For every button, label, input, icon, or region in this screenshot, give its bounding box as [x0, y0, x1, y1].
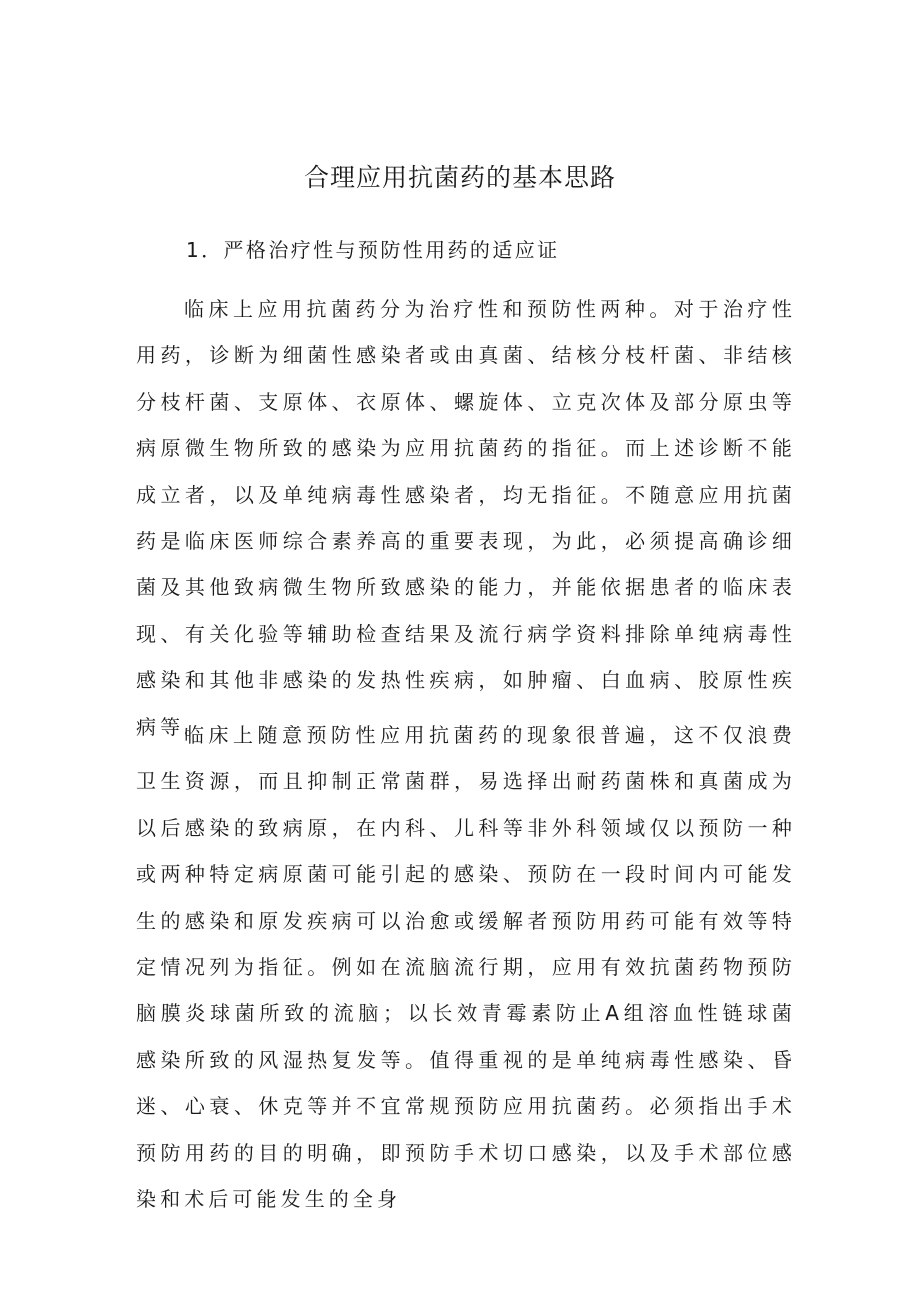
paragraph-treatment-use: 临床上应用抗菌药分为治疗性和预防性两种。对于治疗性用药，诊断为细菌性感染者或由真菌、结核分枝杆菌、非结核分枝杆菌、支原体、衣原体、螺旋体、立克次体及部分原虫等病原微生物所致的感染为应用抗菌药的指征。而上述诊断不能成立者，以及单纯病毒性感染者，均无指征。不随意应用抗菌药是临床医师综合素养高的重要表现，为此，必须提高确诊细菌及其他致病微生物所致感染的能力，并能依据患者的临床表现、有关化验等辅助检查结果及流行病学资料排除单纯病毒性感染和其他非感染的发热性疾病，如肿瘤、白血病、胶原性疾病等。	[136, 297, 796, 739]
section-heading: 1．严格治疗性与预防性用药的适应证	[186, 238, 560, 262]
document-title: 合理应用抗菌药的基本思路	[303, 163, 616, 192]
paragraph-preventive-use: 临床上随意预防性应用抗菌药的现象很普遍，这不仅浪费卫生资源，而且抑制正常菌群，易选择出耐药菌株和真菌成为以后感染的致病原，在内科、儿科等非外科领域仅以预防一种或两种特定病原菌可能引起的感染、预防在一段时间内可能发生的感染和原发疾病可以治愈或缓解者预防用药可能有效等特定情况列为指征。例如在流脑流行期，应用有效抗菌药物预防脑膜炎球菌所致的流脑；以长效青霉素防止A组溶血性链球菌感染所致的风湿热复发等。值得重视的是单纯病毒性感染、昏迷、心衰、休克等并不宜常规预防应用抗菌药。必须指出手术预防用药的目的明确，即预防手术切口感染，以及手术部位感染和术后可能发生的全身	[136, 723, 796, 1212]
